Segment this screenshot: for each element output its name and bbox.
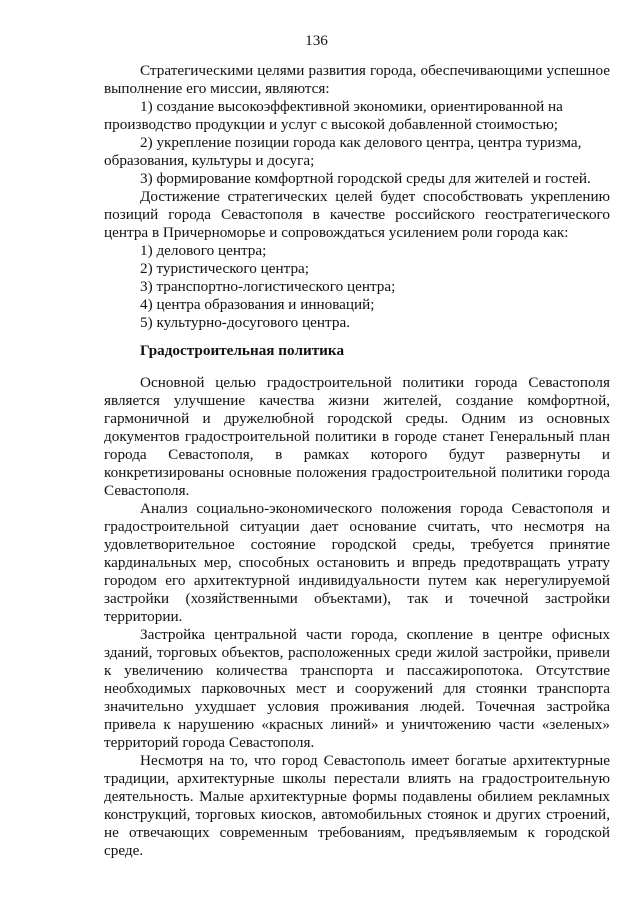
goal-item-2: 2) укрепление позиции города как делового центра, центра туризма, образования, культуры и досуга; <box>104 134 582 169</box>
body-paragraph-3: Застройка центральной части города, скопление в центре офисных зданий, торговых объектов, расположенных среди жилой застройки, привели к увеличению количества транспорта и пассажиропотока. Отсутствие необходимых парковочных мест и сооружений для стоянки транспорта значительно ухудшает условия проживания людей. Точечная застройка привела к нарушению «красных линий» и уничтожению части «зеленых» территорий города Севастополя. <box>104 626 610 751</box>
strategic-goals-block <box>104 62 610 332</box>
role-item-2: 2) туристического центра; <box>140 260 310 277</box>
role-item-5: 5) культурно-досугового центра. <box>140 314 350 331</box>
roles-intro-paragraph: Достижение стратегических целей будет способствовать укреплению позиций города Севастополя в качестве российского геостратегического центра в Причерноморье и сопровождаться усилением роли города как: <box>104 188 610 241</box>
goals-intro-paragraph: Стратегическими целями развития города, обеспечивающими успешное выполнение его миссии, являются: <box>104 62 610 97</box>
section-heading-block <box>104 342 610 360</box>
goal-item-3: 3) формирование комфортной городской среды для жителей и гостей. <box>140 170 591 187</box>
section-body <box>104 374 610 860</box>
goal-item-1: 1) создание высокоэффективной экономики, ориентированной на производство продукции и услуг с высокой добавленной стоимостью; <box>104 98 563 133</box>
body-paragraph-1: Основной целью градостроительной политики города Севастополя является улучшение качества жизни жителей, создание комфортной, гармоничной и дружелюбной городской среды. Одним из основных документов градостроительной политики в городе станет Генеральный план города Севастополя, в рамках которого будут развернуты и конкретизированы основные положения градостроительной политики города Севастополя. <box>104 374 610 499</box>
role-item-3: 3) транспортно-логистического центра; <box>140 278 396 295</box>
body-paragraph-2: Анализ социально-экономического положения города Севастополя и градостроительной ситуации дает основание считать, что несмотря на удовлетворительное состояние городской среды, требуется принятие кардинальных мер, способных остановить и впредь предотвращать утрату городом его архитектурной индивидуальности путем как нерегулируемой застройки (хозяйственными объектами), так и точечной застройки территории. <box>104 500 610 625</box>
page-number: 136 <box>305 32 328 49</box>
role-item-4: 4) центра образования и инноваций; <box>140 296 375 313</box>
role-item-1: 1) делового центра; <box>140 242 267 259</box>
section-heading: Градостроительная политика <box>140 342 345 359</box>
body-paragraph-4: Несмотря на то, что город Севастополь имеет богатые архитектурные традиции, архитектурные школы перестали влиять на градостроительную деятельность. Малые архитектурные формы подавлены обилием рекламных конструкций, торговых киосков, автомобильных стоянок и других строений, не отвечающих современным требованиям, предъявляемым к городской среде. <box>104 752 610 859</box>
